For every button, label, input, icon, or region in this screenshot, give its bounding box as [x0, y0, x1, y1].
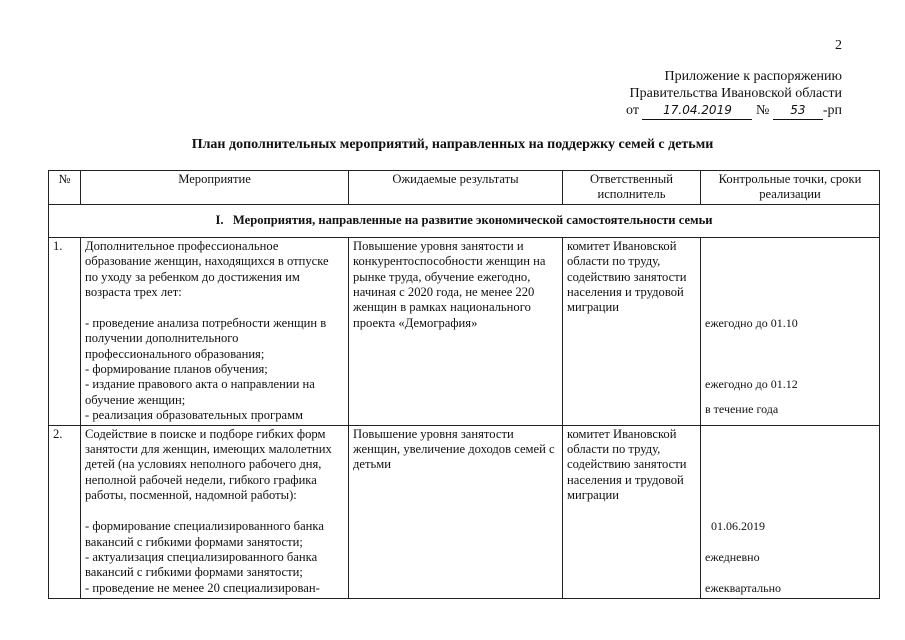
handwritten-date: 17.04.2019	[642, 102, 752, 120]
row-result: Повышение уровня занятости женщин, увеличение доходов семей с детьми	[349, 425, 563, 598]
section-title: I. Мероприятия, направленные на развитие экономической самостоятельности семьи	[49, 204, 880, 237]
header-activity: Мероприятие	[81, 171, 349, 205]
table-header-row	[49, 171, 880, 205]
appendix-date-line	[550, 102, 842, 120]
header-results: Ожидаемые результаты	[349, 171, 563, 205]
table-row	[49, 237, 880, 425]
header-deadlines: Контрольные точки, сроки реализации	[701, 171, 880, 205]
header-num: №	[49, 171, 81, 205]
number-suffix: -рп	[822, 103, 842, 118]
activity-item: - формирование специализированного банка вакансий с гибкими формами занятости;	[85, 519, 324, 549]
activity-item: - актуализация специализированного банка вакансий с гибкими формами занятости;	[85, 549, 318, 580]
document-title: План дополнительных мероприятий, направленных на поддержку семей с детьми	[191, 137, 714, 152]
deadline: ежегодно до 01.10	[705, 315, 798, 330]
activity-item: - издание правового акта о направлении на обучение женщин;	[85, 377, 315, 407]
activity-item: - формирование планов обучения;	[85, 362, 268, 377]
deadline: в течение года	[705, 401, 779, 416]
row-executor: комитет Ивановской области по труду, содействию занятости населения и трудовой миграции	[563, 237, 701, 425]
deadline: ежегодно до 01.12	[705, 377, 798, 392]
appendix-line2: Правительства Ивановской области	[629, 86, 842, 101]
plan-table	[48, 170, 880, 599]
activity-item: - проведение анализа потребности женщин в получении дополнительного профессионального образования;	[85, 315, 327, 361]
deadline: 01.06.2019	[711, 518, 765, 533]
number-label: №	[755, 103, 770, 118]
row-activity	[81, 425, 349, 598]
deadline: ежедневно	[705, 550, 760, 565]
page-number: 2	[835, 38, 842, 53]
row-activity	[81, 237, 349, 425]
appendix-block	[580, 68, 842, 120]
activity-intro: Содействие в поиске и подборе гибких форм занятости для женщин, имеющих малолетних детей (на условиях неполного рабочего дня, неполной рабочей недели, гибкого графика работы, посменной, надомной работы):	[85, 426, 332, 503]
section-row	[49, 204, 880, 237]
header-executor: Ответственный исполнитель	[563, 171, 701, 205]
row-executor: комитет Ивановской области по труду, содействию занятости населения и трудовой миграции	[563, 425, 701, 598]
activity-item: - проведение не менее 20 специализирован-	[85, 580, 320, 595]
row-num: 2.	[49, 425, 81, 598]
row-num: 1.	[49, 237, 81, 425]
row-deadlines	[701, 237, 880, 425]
appendix-line1: Приложение к распоряжению	[664, 69, 842, 84]
from-label: от	[626, 103, 639, 118]
activity-item: - реализация образовательных программ	[85, 408, 304, 423]
handwritten-number: 53	[773, 102, 823, 120]
row-result: Повышение уровня занятости и конкурентоспособности женщин на рынке труда, обучение ежегодно, начиная с 2020 года, не менее 220 женщин в рамках национального проекта «Демография»	[349, 237, 563, 425]
row-deadlines	[701, 425, 880, 598]
deadline: ежеквартально	[705, 581, 781, 596]
activity-intro: Дополнительное профессиональное образование женщин, находящихся в отпуске по уходу за ребенком до достижения им возраста трех лет:	[85, 238, 329, 300]
table-row	[49, 425, 880, 598]
